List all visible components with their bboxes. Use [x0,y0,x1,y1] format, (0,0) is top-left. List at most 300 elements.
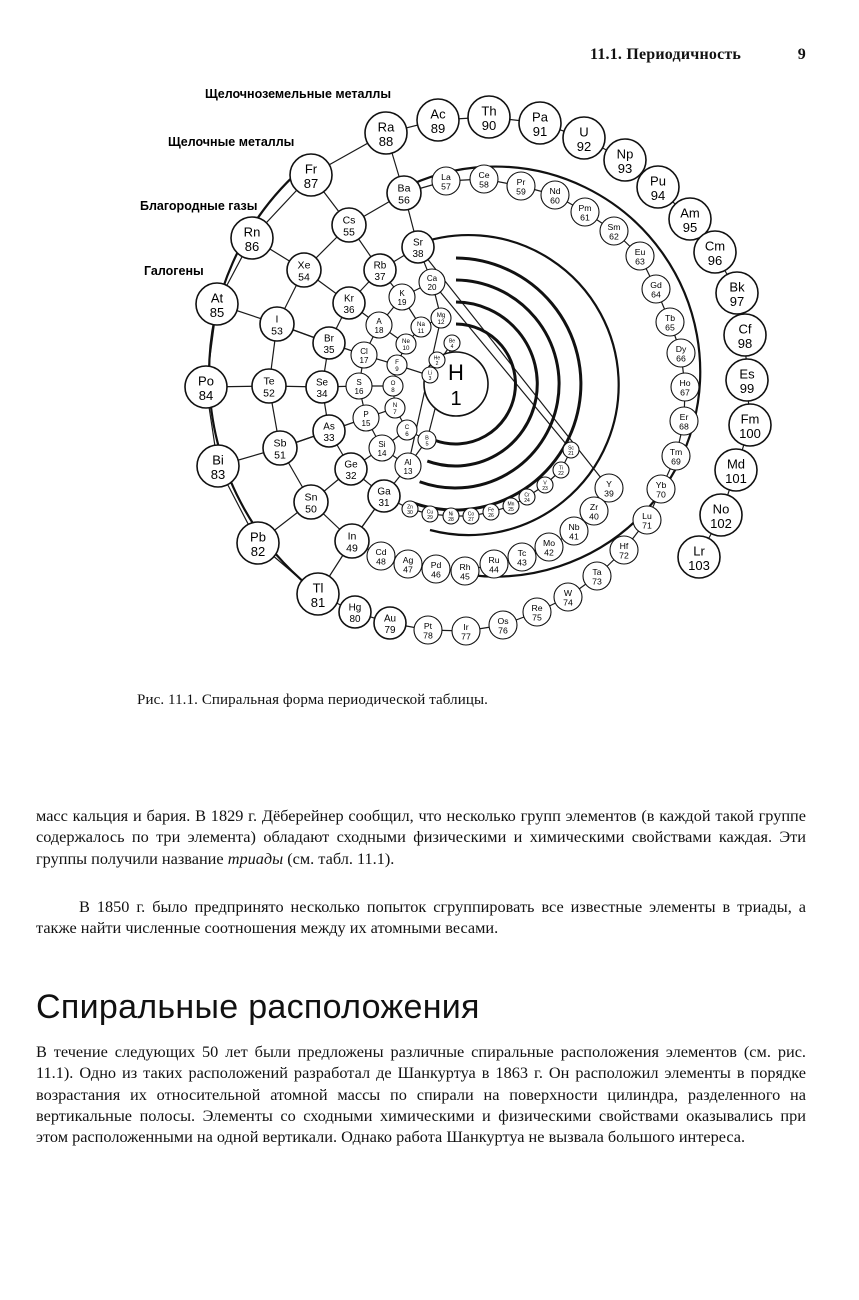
element-number: 55 [343,226,355,239]
element-np [604,139,646,181]
element-number: 44 [489,564,499,575]
element-co [463,508,479,524]
element-number: 84 [198,388,214,404]
element-number: 54 [298,271,310,284]
element-w [554,583,582,611]
element-s [346,373,372,399]
element-symbol: Hf [619,540,629,551]
element-symbol: Ge [344,459,358,471]
group-label-noble: Благородные газы [140,199,258,213]
element-number: 82 [250,544,266,560]
element-mo [535,533,563,561]
element-symbol: Rb [373,260,387,272]
element-symbol: Sr [413,237,423,249]
element-tc [508,543,536,571]
element-symbol: Pu [650,173,666,189]
element-number: 67 [680,387,690,398]
element-number: 50 [305,503,317,516]
element-symbol: Mn [507,501,515,508]
element-number: 102 [710,516,732,532]
element-sc [563,442,579,458]
element-number: 13 [403,467,413,477]
element-number: 47 [403,564,413,575]
element-symbol: W [563,587,573,598]
element-n [385,398,405,418]
element-ti [553,462,569,478]
element-number: 30 [407,509,413,516]
element-number: 62 [609,231,619,242]
element-number: 58 [479,179,489,190]
element-no [700,494,742,536]
element-number: 87 [303,176,319,192]
element-c [397,420,417,440]
element-sb [263,431,297,465]
element-number: 103 [688,558,710,574]
element-symbol: Al [404,457,412,467]
element-symbol: Te [263,375,275,388]
element-number: 49 [346,542,358,555]
element-number: 75 [532,612,542,623]
element-ac [417,99,459,141]
element-symbol: Ra [377,119,395,135]
element-symbol: P [363,409,369,419]
element-symbol: Pb [250,529,266,545]
element-zn [402,501,418,517]
element-he [429,352,445,368]
section-title: Спиральные расположения [36,988,480,1026]
figure-caption: Рис. 11.1. Спиральная форма периодической таблицы. [137,692,489,708]
element-symbol: Tm [669,446,683,457]
element-number: 23 [542,485,548,492]
element-number: 81 [310,595,326,611]
group-label-alkaline_earth: Щелочноземельные металлы [205,87,392,101]
element-number: 46 [431,569,441,580]
element-number: 41 [569,531,579,542]
element-pr [507,172,535,200]
element-symbol: Au [383,613,397,625]
element-symbol: C [404,424,410,432]
element-symbol: Rn [243,224,261,240]
element-symbol: Cd [375,546,387,557]
element-symbol: La [441,171,451,182]
element-number: 91 [532,124,548,140]
element-number: 97 [729,294,745,310]
element-number: 51 [274,449,286,462]
element-lu [633,506,661,534]
element-number: 20 [427,283,437,293]
element-number: 52 [263,387,275,400]
element-yb [647,475,675,503]
element-number: 1 [450,388,462,410]
element-number: 90 [481,118,497,134]
element-se [306,371,338,403]
element-number: 96 [707,253,723,269]
element-cl [351,342,377,368]
element-number: 40 [589,511,599,522]
element-number: 42 [544,547,554,558]
element-li [422,367,438,383]
element-symbol: Dy [675,343,687,354]
element-number: 70 [656,489,666,500]
element-symbol: Pr [516,176,526,187]
element-symbol: Fe [488,507,494,514]
element-ho [671,373,699,401]
element-symbol: Ga [377,486,391,498]
element-number: 29 [427,514,433,521]
element-symbol: Re [531,602,543,613]
element-number: 38 [412,248,424,260]
element-number: 53 [271,325,283,338]
element-number: 28 [448,516,454,523]
element-a [366,312,392,338]
element-mn [503,498,519,514]
element-rh [451,557,479,585]
element-es [726,359,768,401]
element-number: 69 [671,456,681,467]
element-symbol: Sn [304,491,318,504]
element-symbol: Sb [273,437,287,450]
element-symbol: Cl [360,346,368,356]
element-symbol: Nd [549,185,561,196]
element-f [387,355,407,375]
element-al [395,453,421,479]
element-k [389,284,415,310]
element-symbol: N [392,402,398,410]
element-number: 94 [650,188,666,204]
element-symbol: Fr [304,161,318,177]
paragraph-triads-term: триады [227,848,284,868]
element-pt [414,616,442,644]
element-symbol: Y [606,478,612,489]
element-tl [297,573,339,615]
paragraph-spirals: В течение следующих 50 лет были предложены различные спиральные расположения элементов (см. рис. 11.1). Одно из таких расположений разработал де Шанкуртуа в 1863 г. Он расположил элементы в порядке возрастания их относительной атомной массы по спирали на поверхности цилиндра, разделенного на вертикальные полосы. Элементы со сходными химическими и физическими свойствами оказывались при этом расположенными на одной вертикали. Однако работа Шанкуртуа не вызвала большого интереса. [36,1042,806,1147]
element-number: 39 [604,488,614,499]
element-symbol: Na [417,321,425,329]
element-number: 56 [398,194,410,207]
element-symbol: Ni [448,511,454,518]
element-number: 36 [343,304,355,316]
element-symbol: Ir [463,621,469,632]
element-pu [637,166,679,208]
element-symbol: B [425,435,429,442]
element-number: 73 [592,576,602,587]
element-symbol: Ce [478,169,490,180]
element-symbol: No [712,501,730,517]
element-symbol: Br [324,333,334,345]
element-symbol: Gd [650,279,662,290]
element-re [523,598,551,626]
element-ca [419,269,445,295]
element-md [715,449,757,491]
element-symbol: Co [467,511,475,518]
element-symbol: Ho [679,377,691,388]
paragraph-1850: В 1850 г. было предпринято несколько попыток сгруппировать все известные элементы в триады, а также найти численные соотношения между их атомными весами. [36,897,806,938]
element-number: 7 [393,409,397,417]
element-na [411,317,431,337]
element-symbol: Pt [423,620,433,631]
element-number: 4 [450,343,454,350]
paragraph-triads [36,805,806,869]
element-ru [480,550,508,578]
element-number: 12 [437,319,445,327]
element-number: 100 [739,426,761,442]
element-fr [290,154,332,196]
element-number: 45 [460,571,470,582]
element-symbol: Th [481,103,497,119]
element-symbol: Se [315,377,329,389]
element-hg [339,596,371,628]
element-number: 32 [345,470,357,482]
element-number: 79 [384,624,396,636]
element-number: 17 [359,356,369,366]
element-symbol: S [356,377,362,387]
element-ge [335,453,367,485]
element-symbol: He [433,355,441,362]
element-symbol: Ne [402,338,410,346]
element-nb [560,517,588,545]
element-number: 88 [378,134,394,150]
element-symbol: Fm [740,411,760,427]
element-number: 65 [665,322,675,333]
element-number: 8 [391,387,395,395]
element-ni [443,508,459,524]
element-number: 2 [435,360,439,367]
element-be [444,335,460,351]
element-b [418,431,436,449]
element-number: 63 [635,256,645,267]
element-rn [231,217,273,259]
element-number: 66 [676,353,686,364]
element-number: 33 [323,432,335,444]
element-ag [394,550,422,578]
element-symbol: A [376,316,382,326]
element-u [563,117,605,159]
element-bi [197,445,239,487]
element-number: 16 [354,387,364,397]
element-number: 76 [498,625,508,636]
element-symbol: Ti [559,465,563,472]
element-symbol: I [275,313,279,326]
element-symbol: Zn [407,504,413,511]
element-ga [368,480,400,512]
element-number: 77 [461,631,471,642]
element-symbol: Si [378,439,386,449]
element-number: 22 [558,470,564,477]
element-cm [694,231,736,273]
element-th [468,96,510,138]
element-number: 48 [376,556,386,567]
spiral-periodic-table-figure [130,80,790,642]
element-number: 37 [374,271,386,283]
element-po [185,366,227,408]
element-ba [387,176,421,210]
element-number: 89 [430,121,446,137]
element-symbol: U [579,124,589,140]
element-number: 5 [425,441,429,448]
element-symbol: Cu [426,509,434,516]
element-symbol: Bi [212,452,224,468]
element-symbol: F [395,359,399,367]
element-number: 93 [617,161,633,177]
element-eu [626,242,654,270]
element-symbol: Er [679,411,689,422]
paragraph-triads-end: (см. табл. 11.1). [283,848,395,868]
element-symbol: Be [448,338,456,345]
element-symbol: O [390,380,396,388]
element-fm [729,404,771,446]
element-lr [678,536,720,578]
element-symbol: Lr [693,543,705,559]
element-number: 95 [682,220,698,236]
paragraph-triads-text: масс кальция и бария. В 1829 г. Дёберейнер сообщил, что несколько групп элементов (в каждой такой группе содержалось по три элемента) обладают сходными физическими и химическими свойствами каждая. Эти группы получили название [36,806,806,868]
element-at [196,283,238,325]
element-v [537,477,553,493]
element-symbol: Pd [430,559,442,570]
element-number: 99 [739,381,755,397]
element-number: 15 [361,419,371,429]
element-symbol: Os [497,615,509,626]
element-symbol: Cs [342,214,356,227]
element-number: 101 [725,471,747,487]
element-p [353,405,379,431]
element-number: 18 [374,326,384,336]
element-er [670,407,698,435]
element-cf [724,314,766,356]
element-symbol: Np [616,146,634,162]
element-number: 9 [395,366,399,374]
element-br [313,327,345,359]
element-in [335,524,369,558]
element-number: 26 [488,512,494,519]
element-symbol: V [543,480,547,487]
element-number: 83 [210,467,226,483]
element-number: 24 [524,497,530,504]
element-symbol: Ru [488,554,500,565]
element-number: 11 [417,328,425,336]
element-sr [402,231,434,263]
element-symbol: Kr [344,293,354,305]
group-label-halogens: Галогены [144,264,204,278]
element-symbol: Zr [589,501,599,512]
element-ne [396,334,416,354]
group-label-alkali: Щелочные металлы [168,135,295,149]
element-number: 25 [508,506,514,513]
element-fe [483,504,499,520]
element-symbol: Ca [426,273,438,283]
element-i [260,307,294,341]
element-tb [656,308,684,336]
element-symbol: Lu [642,510,652,521]
element-nd [541,181,569,209]
element-symbol: Tb [664,312,676,323]
element-symbol: Sc [568,445,574,452]
element-symbol: In [347,530,357,543]
element-symbol: Pm [578,202,592,213]
element-number: 6 [405,431,409,439]
element-symbol: Yb [655,479,667,490]
element-symbol: Mo [542,537,556,548]
element-symbol: Am [680,205,700,221]
element-cu [422,506,438,522]
element-symbol: Ta [592,566,602,577]
element-number: 68 [679,421,689,432]
element-sn [294,485,328,519]
page-number: 9 [797,46,806,63]
element-symbol: Ag [402,554,414,565]
element-number: 72 [619,550,629,561]
element-symbol: Po [198,373,214,389]
element-pa [519,102,561,144]
element-number: 57 [441,181,451,192]
element-hf [610,536,638,564]
element-ta [583,562,611,590]
element-te [252,369,286,403]
element-number: 34 [316,388,328,400]
element-symbol: Cf [738,321,752,337]
element-symbol: Rh [459,561,471,572]
element-symbol: H [448,360,464,385]
element-rb [364,254,396,286]
element-si [369,435,395,461]
element-number: 27 [468,516,474,523]
element-number: 31 [378,497,390,509]
running-head-section: 11.1. Периодичность [590,46,742,63]
element-number: 74 [563,597,573,608]
running-head [590,46,810,64]
element-symbol: Cm [704,238,726,254]
element-symbol: As [323,421,335,433]
element-symbol: Ac [430,106,446,122]
element-number: 98 [737,336,753,352]
element-pb [237,522,279,564]
element-symbol: Sm [607,221,621,232]
element-tm [662,442,690,470]
element-symbol: Li [428,370,432,377]
element-number: 80 [349,613,361,625]
element-symbol: Tl [312,580,324,596]
element-number: 19 [397,298,407,308]
element-symbol: Nb [568,521,580,532]
element-number: 92 [576,139,592,155]
element-cr [519,489,535,505]
element-symbol: Bk [729,279,745,295]
element-number: 71 [642,520,652,531]
element-number: 61 [580,212,590,223]
element-o [383,376,403,396]
element-number: 59 [516,186,526,197]
element-number: 14 [377,449,387,459]
element-as [313,415,345,447]
element-cs [332,208,366,242]
element-os [489,611,517,639]
element-number: 43 [517,557,527,568]
element-cd [367,542,395,570]
element-number: 78 [423,630,433,641]
element-symbol: Xe [297,259,311,272]
element-symbol: K [399,288,405,298]
element-gd [642,275,670,303]
element-number: 60 [550,195,560,206]
element-dy [667,339,695,367]
element-number: 21 [568,450,574,457]
element-number: 3 [428,375,432,382]
element-pm [571,198,599,226]
element-symbol: Ba [397,182,411,195]
element-symbol: Tc [517,547,527,558]
element-bk [716,272,758,314]
element-symbol: Pa [532,109,548,125]
element-number: 35 [323,344,335,356]
